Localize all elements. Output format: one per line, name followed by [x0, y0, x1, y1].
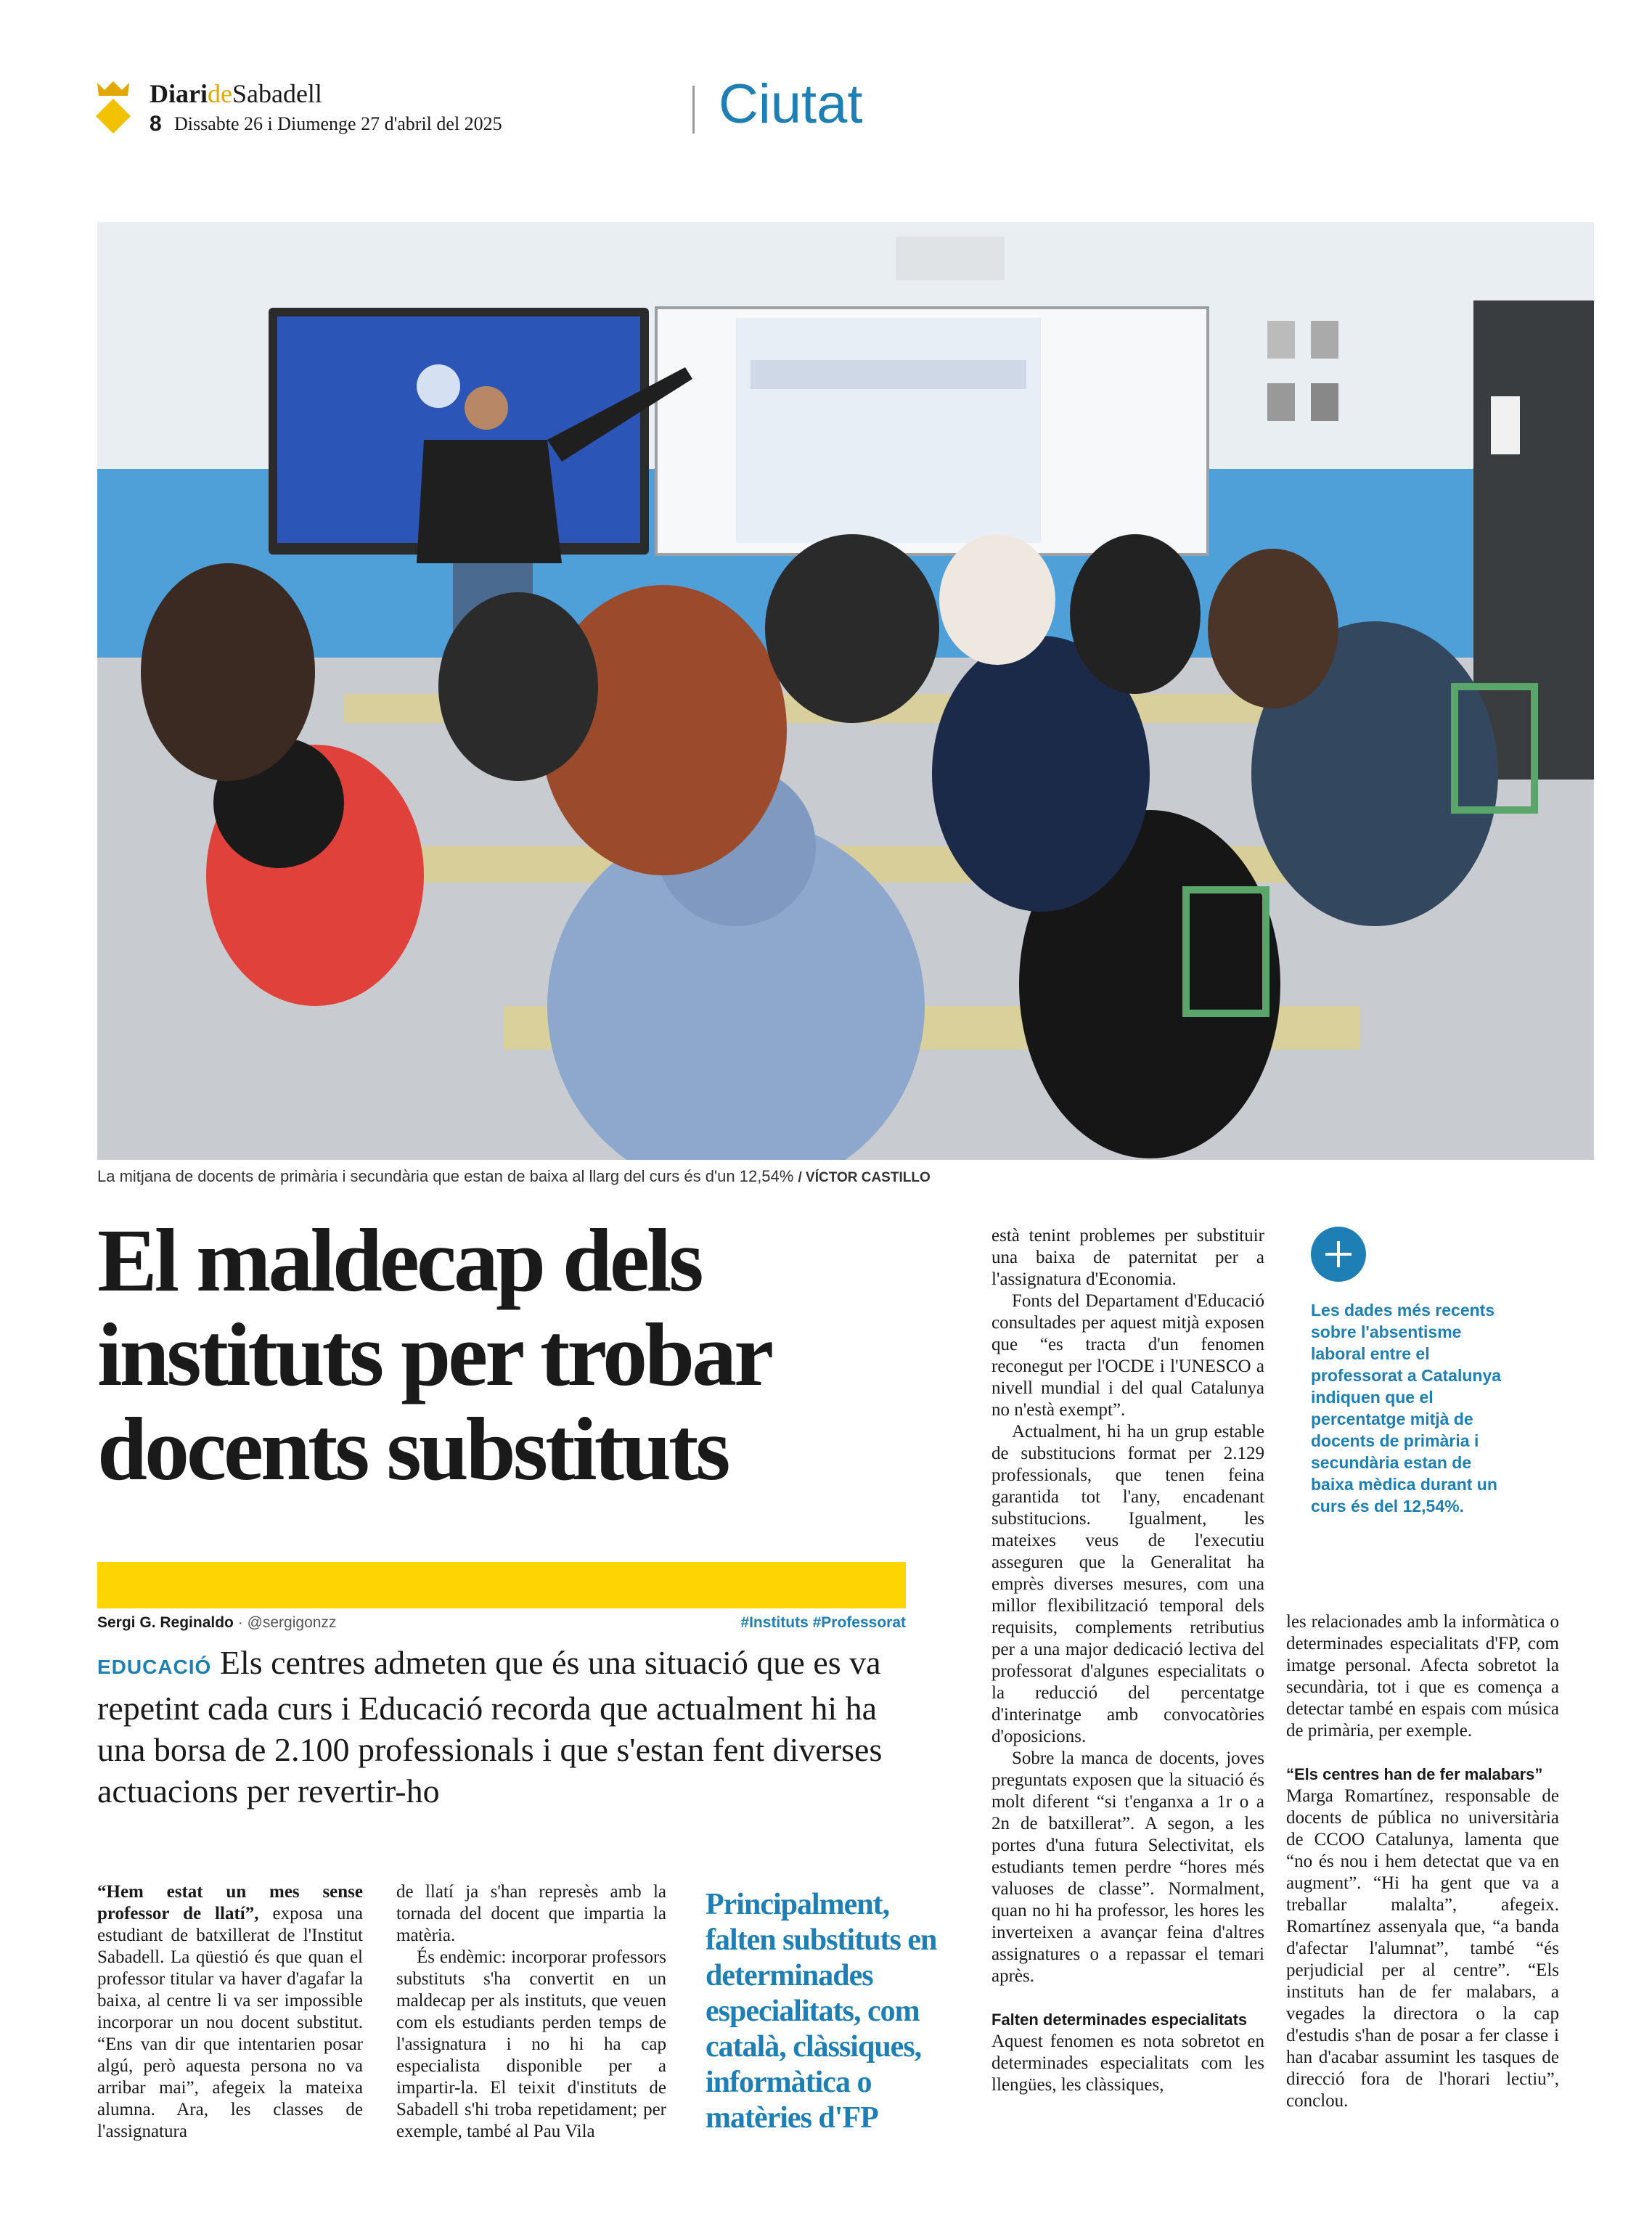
paragraph: Actualment, hi ha un grup estable de substitucions format per 2.129 professionals, que tenen feina garantida tot l'any, encadenant substitucions. Igualment, les mateixes veus de l'executiu asseguren que la Generalitat ha emprès diverses mesures, com una millor flexibilització temporal dels requisits, complements retributius per a una major dedicació lectiva del professorat d'algunes especialitats o la reducció del percentatge d'interinatge amb convocatòries d'oposicions. [991, 1422, 1264, 1746]
classroom-photo [97, 222, 1594, 1160]
body-column-4 [1286, 1611, 1559, 2112]
sidebar-fact: Les dades més recents sobre l'absentisme laboral entre el professorat a Catalunya indiquen que el percentatge mitjà de docents de primària i secundària estan de baixa mèdica durant un curs és del 12,54%. [1311, 1301, 1502, 1516]
page-number: 8 [150, 112, 162, 136]
paragraph: les relacionades amb la informàtica o determinades especialitats d'FP, com imatge personal. Afecta sobretot la secundària, tot i que es comença a detectar també en espais com música de primària, per exemple. [1286, 1612, 1559, 1741]
plus-icon [1311, 1227, 1366, 1282]
photo-caption: La mitjana de docents de primària i secundària que estan de baixa al llarg del curs és d'un 12,54% / VÍCTOR CASTILLO [97, 1167, 931, 1185]
hashtags: #Instituts #Professorat [740, 1614, 906, 1631]
paragraph: de llatí ja s'han represès amb la tornada del docent que impartia la matèria. [396, 1882, 666, 1945]
lead-paragraph: EDUCACIÓ Els centres admeten que és una situació que es va repetint cada curs i Educació recorda que actualment hi ha una borsa de 2.100 professionals i que s'estan fent diverses actuacions per revertir-ho [97, 1644, 883, 1809]
author-handle: @sergigonzz [247, 1614, 337, 1631]
newspaper-logo-icon [94, 80, 132, 135]
body-column-1: “Hem estat un mes sense professor de llatí”, exposa una estudiant de batxillerat de l'Institut Sabadell. La qüestió és que quan el professor titular va haver d'agafar la baixa, al centre li va ser impossible incorporar un nou docent substitut. “Ens van dir que intentarien posar algú, però aquesta persona no va arribar mai”, afegeix la mateixa alumna. Ara, les classes de l'assignatura [97, 1882, 363, 2141]
photo-credit: / VÍCTOR CASTILLO [798, 1170, 931, 1185]
header-divider [692, 86, 695, 134]
subheading: Falten determinades especialitats [991, 2011, 1248, 2029]
paragraph: Fonts del Departament d'Educació consultades per aquest mitjà exposen que “es tracta d'un fenomen reconegut per l'OCDE i l'UNESCO a nivell mundial i del qual Catalunya no n'està exempt”. [991, 1291, 1264, 1420]
body-column-3 [991, 1225, 1264, 2096]
paragraph: està tenint problemes per substituir una baixa de paternitat per a l'assignatura d'Economia. [991, 1226, 1264, 1289]
paragraph: És endèmic: incorporar professors substituts s'ha convertit en un maldecap per als instituts, que veuen com els estudiants perden temps de l'assignatura i no hi ha cap especialista disponible per a impartir-la. El teixit d'instituts de Sabadell s'hi troba repetidament; per exemple, també al Pau Vila [396, 1947, 666, 2141]
section-label: EDUCACIÓ [97, 1656, 212, 1678]
brand-name: DiarideSabadell [150, 79, 322, 108]
paragraph: Sobre la manca de docents, joves preguntats exposen que la situació és molt diferent “si t'enganxa a 1r o a 2n de batxillerat”. A segon, a les portes d'una futura Selectivitat, els estudiants temen perdre “hores més valuoses de classe”. Normalment, quan no hi ha professor, les hores les inverteixen a avançar feina d'altres assignatures o a repassar el temari après. [991, 1749, 1264, 1986]
headline-line-2: instituts per trobar [97, 1305, 772, 1404]
byline: Sergi G. Reginaldo · @sergigonzz [97, 1614, 337, 1631]
headline [97, 1211, 925, 1499]
paragraph: Aquest fenomen es nota sobretot en determinades especialitats com les llengües, les clàssiques, [991, 2032, 1264, 2095]
section-title: Ciutat [719, 73, 863, 135]
author-name: Sergi G. Reginaldo [97, 1614, 234, 1631]
pull-quote: Principalment, falten substituts en determinades especialitats, com català, clàssiques, informàtica o matèries d'FP [706, 1888, 937, 2135]
headline-line-1: El maldecap dels [97, 1211, 701, 1310]
opening-quote: “Hem estat un mes sense professor de llatí”, [97, 1882, 363, 1923]
body-column-2 [396, 1881, 666, 2143]
issue-date: Dissabte 26 i Diumenge 27 d'abril del 2025 [174, 113, 502, 134]
subheading: “Els centres han de fer malabars” [1286, 1765, 1543, 1783]
headline-yellow-bar [97, 1562, 906, 1608]
headline-line-3: docents substituts [97, 1399, 728, 1499]
paragraph: Marga Romartínez, responsable de docents de pública no universitària de CCOO Catalunya, lamenta que “no és nou i hem detectat que va en augment”. “Hi ha gent que va a treballar malalta”, afegeix. Romartínez assenyala que, “a banda d'afectar l'alumnat”, també “és perjudicial per al centre”. “Els instituts han de fer malabars, a vegades la directora o la cap d'estudis s'han de posar a fer classe i han d'acabar assumint les tasques de direcció fora de l'horari lectiu”, conclou. [1286, 1786, 1559, 2111]
